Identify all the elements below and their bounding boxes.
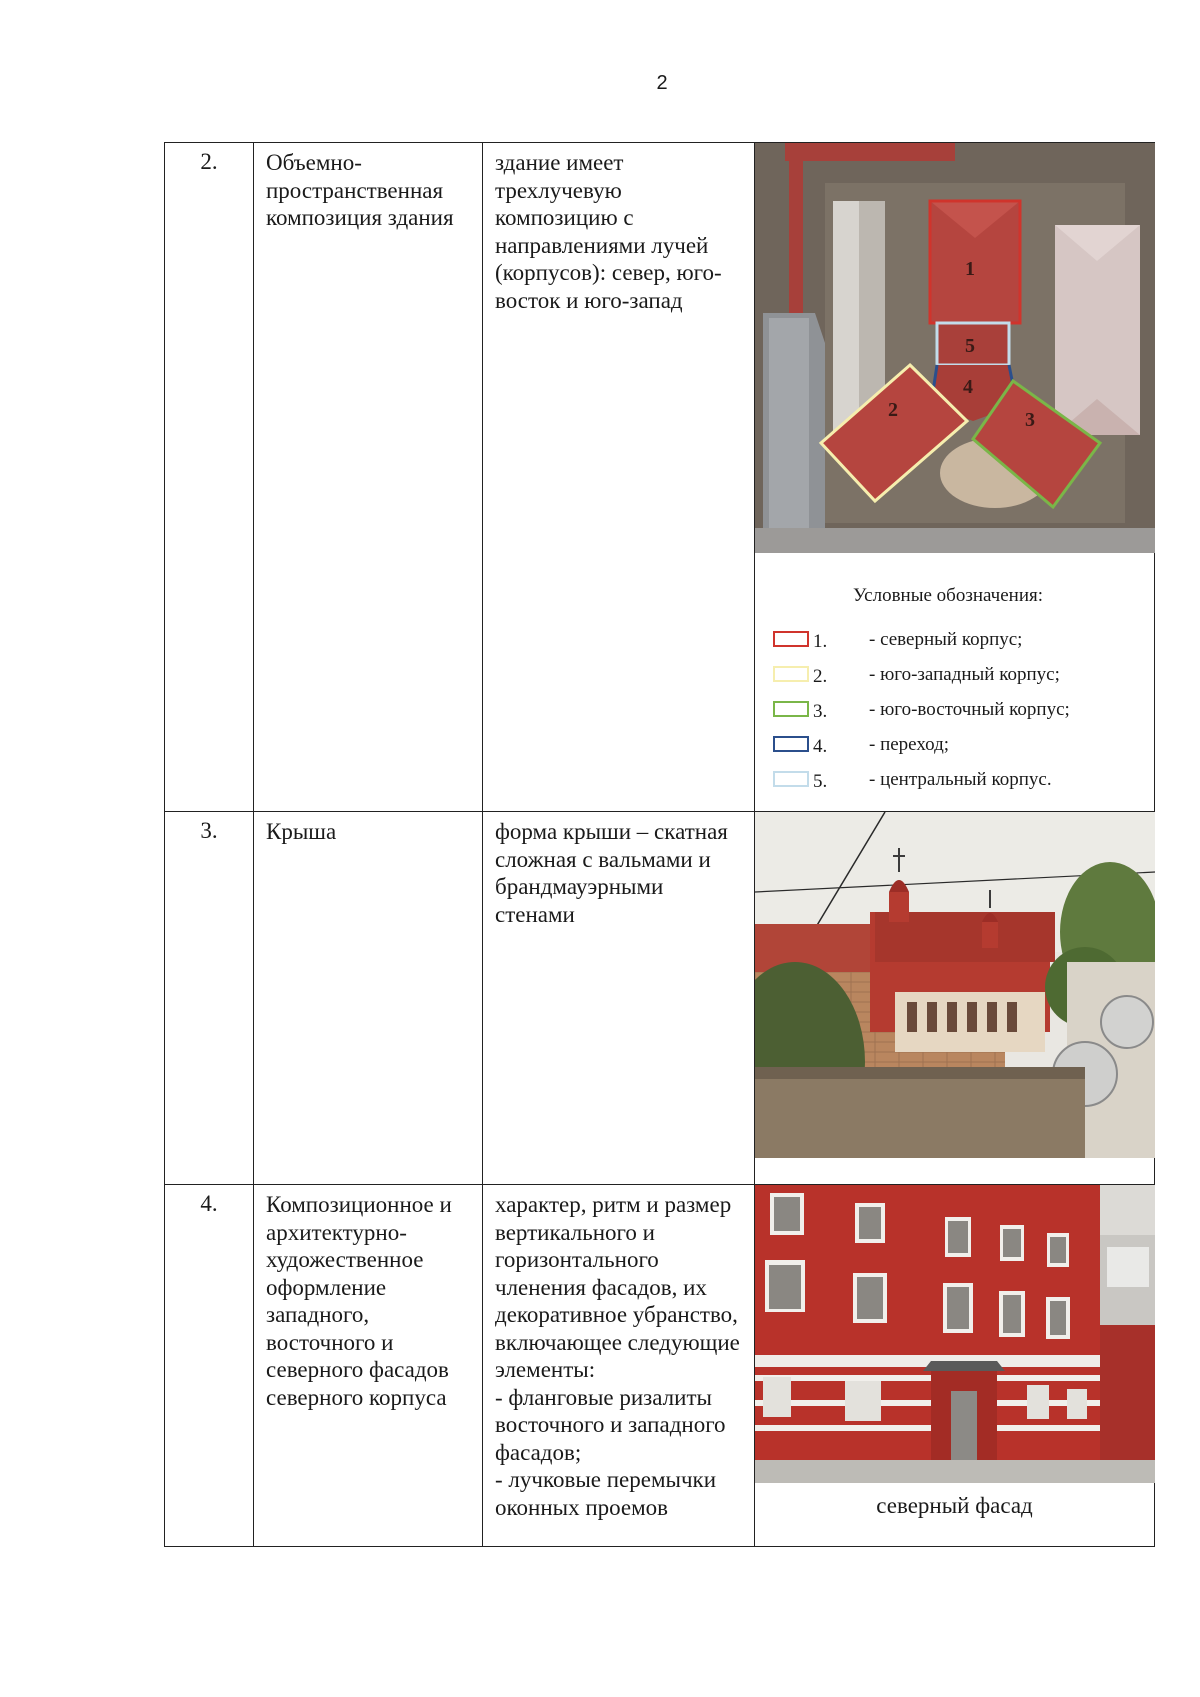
table-row (165, 1185, 1155, 1547)
row-description: характер, ритм и размер вертикального и горизонтального членения фасадов, их декоративное убранство, включающее следующие элементы: - фланговые ризалиты восточного и западного фасадов; - лучковые перемычки оконных проемов (483, 1185, 755, 1547)
row-number: 2. (165, 143, 254, 812)
legend-swatch (773, 771, 809, 787)
north-facade-photo (755, 1185, 1155, 1483)
legend-label: - северный корпус; (869, 629, 1023, 650)
legend-number: 3. (813, 701, 828, 722)
legend-swatch (773, 631, 809, 647)
row-description: здание имеет трехлучевую композицию с направлениями лучей (корпусов): север, юго-восток и юго-запад (483, 143, 755, 812)
map-legend (755, 553, 1154, 811)
map-label: 5 (965, 335, 975, 357)
legend-title: Условные обозначения: (853, 585, 1044, 606)
row-subject: Композиционное и архитектурно-художественное оформление западного, восточного и северного фасадов северного корпуса (254, 1185, 483, 1547)
legend-number: 1. (813, 631, 828, 652)
table-row (165, 143, 1155, 812)
row-number: 3. (165, 812, 254, 1185)
page-number: 2 (656, 72, 668, 94)
legend-number: 2. (813, 666, 828, 687)
row-illustration (755, 143, 1155, 812)
row-description: форма крыши – скатная сложная с вальмами и брандмауэрными стенами (483, 812, 755, 1185)
row-illustration (755, 812, 1155, 1185)
map-label: 3 (1025, 409, 1035, 431)
legend-number: 4. (813, 736, 828, 757)
legend-swatch (773, 736, 809, 752)
legend-number: 5. (813, 771, 828, 792)
photo-caption: северный фасад (876, 1493, 1033, 1518)
map-label: 4 (963, 376, 973, 398)
legend-label: - юго-восточный корпус; (869, 699, 1070, 720)
legend-label: - юго-западный корпус; (869, 664, 1060, 685)
legend-label: - центральный корпус. (869, 769, 1052, 790)
table-row (165, 812, 1155, 1185)
legend-label: - переход; (869, 734, 950, 755)
map-label: 2 (888, 399, 898, 421)
row-subject: Объемно-пространственная композиция здания (254, 143, 483, 812)
legend-swatch (773, 666, 809, 682)
map-label: 1 (965, 258, 975, 280)
row-subject: Крыша (254, 812, 483, 1185)
aerial-site-plan (755, 143, 1155, 553)
row-illustration (755, 1185, 1155, 1547)
document-table (164, 142, 1155, 1547)
legend-swatch (773, 701, 809, 717)
roof-photo (755, 812, 1155, 1158)
row-number: 4. (165, 1185, 254, 1547)
